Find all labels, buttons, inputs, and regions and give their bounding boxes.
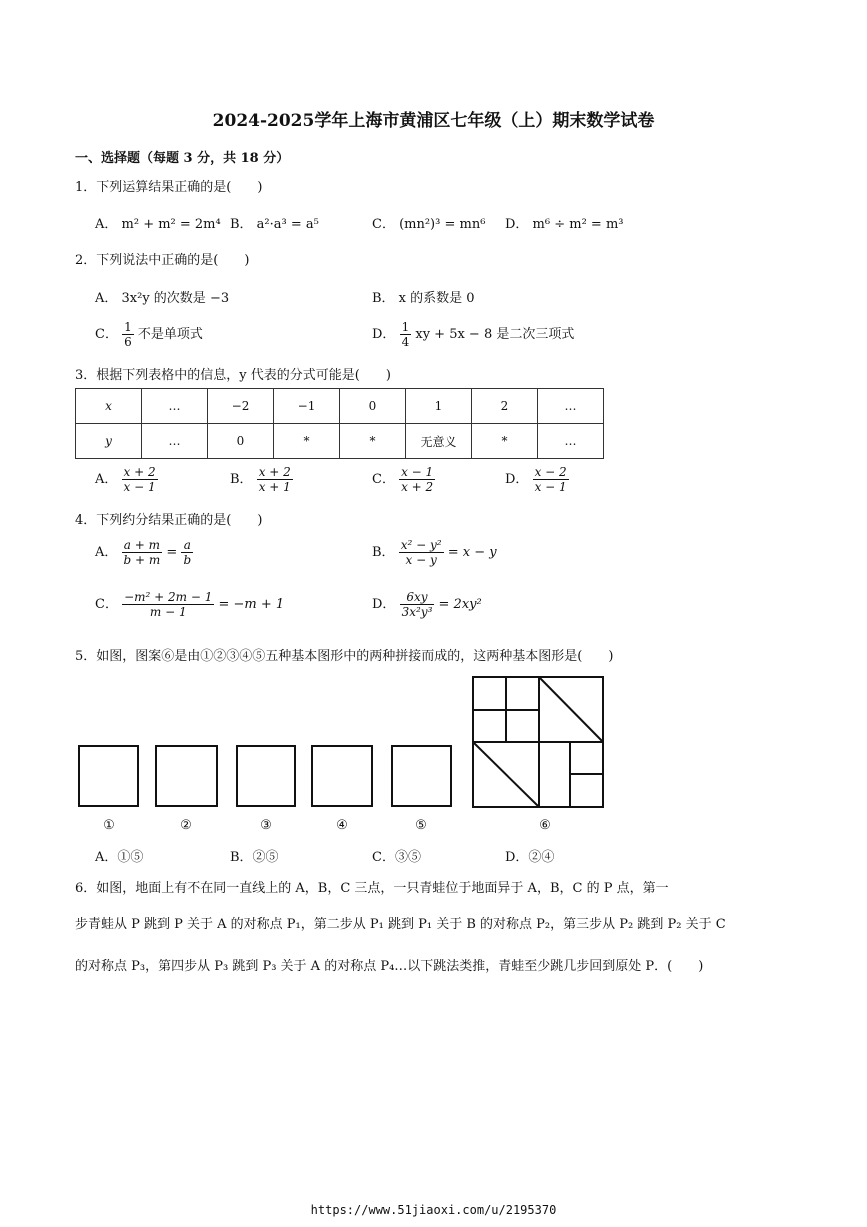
section-heading: 一、选择题（每题 3 分，共 18 分）: [75, 151, 290, 166]
option-label: A．: [95, 472, 118, 487]
q1-option-b[interactable]: B． a²·a³ = a⁵: [230, 217, 319, 232]
rhs: = 2xy²: [438, 597, 482, 612]
table-cell: …: [142, 389, 208, 424]
question-1-stem: 1．下列运算结果正确的是( ): [75, 180, 263, 195]
denominator: x + 2: [401, 480, 434, 494]
option-label: A．: [95, 545, 118, 560]
denominator: x − 1: [123, 480, 156, 494]
option-label: B．: [230, 472, 253, 487]
denominator: b: [183, 553, 192, 567]
denominator: 4: [401, 335, 410, 349]
shape-label-1: ①: [103, 818, 115, 833]
shape-1: [79, 746, 138, 806]
shape-label-4: ④: [336, 818, 348, 833]
question-4-stem: 4．下列约分结果正确的是( ): [75, 513, 263, 528]
q1-option-c[interactable]: C． (mn²)³ = mn⁶: [372, 217, 486, 232]
table-cell: 0: [340, 389, 406, 424]
numerator: x + 2: [258, 465, 291, 479]
q5-option-a[interactable]: A．①⑤: [95, 850, 144, 865]
table-cell: *: [340, 424, 406, 459]
table-cell: 0: [208, 424, 274, 459]
option-label: C．: [372, 472, 395, 487]
table-cell: 2: [472, 389, 538, 424]
numerator: a: [181, 538, 193, 553]
q2-option-b[interactable]: B． x 的系数是 0: [372, 291, 475, 306]
numerator: 6xy: [400, 590, 435, 605]
table-cell: *: [274, 424, 340, 459]
option-label: C．: [95, 597, 118, 612]
option-label: B．: [372, 545, 395, 560]
shape-label-6: ⑥: [539, 818, 551, 833]
numerator: 1: [124, 320, 132, 334]
equals-sign: =: [166, 545, 178, 560]
table-cell: …: [142, 424, 208, 459]
denominator: 6: [124, 335, 132, 349]
denominator: 3x²y³: [401, 605, 433, 619]
table-cell: …: [538, 424, 604, 459]
numerator: x − 1: [401, 465, 434, 479]
numerator: −m² + 2m − 1: [124, 590, 213, 604]
q2-c-label: C．: [95, 327, 118, 342]
option-label: D．: [372, 597, 396, 612]
q2-d-text: xy + 5x − 8 是二次三项式: [415, 327, 575, 342]
table-cell: *: [472, 424, 538, 459]
numerator: x − 2: [534, 465, 567, 479]
shape-label-3: ③: [260, 818, 272, 833]
table-cell: …: [538, 389, 604, 424]
shape-4: [312, 746, 372, 806]
rhs: = x − y: [447, 545, 497, 560]
denominator: m − 1: [149, 605, 187, 619]
denominator: x − 1: [534, 480, 567, 494]
rhs: = −m + 1: [218, 597, 285, 612]
question-2-stem: 2．下列说法中正确的是( ): [75, 253, 250, 268]
table-cell: −1: [274, 389, 340, 424]
footer-url[interactable]: https://www.51jiaoxi.com/u/2195370: [310, 1203, 557, 1217]
q1-option-a[interactable]: A． m² + m² = 2m⁴: [95, 217, 221, 232]
table-cell: 无意义: [406, 424, 472, 459]
shape-2: [156, 746, 217, 806]
q5-option-d[interactable]: D．②④: [505, 850, 555, 865]
shape-6: [473, 677, 603, 807]
q5-option-c[interactable]: C．③⑤: [372, 850, 421, 865]
q2-c-text: 不是单项式: [137, 327, 203, 342]
q2-d-label: D．: [372, 327, 396, 342]
question-6-line-1: 6．如图，地面上有不在同一直线上的 A，B，C 三点，一只青蛙位于地面异于 A，B，C 的 P 点，第一: [75, 881, 669, 896]
question-5-stem: 5．如图，图案⑥是由①②③④⑤五种基本图形中的两种拼接而成的，这两种基本图形是( ): [75, 649, 614, 664]
table-cell: −2: [208, 389, 274, 424]
shape-5: [392, 746, 451, 806]
question-6-line-3: 的对称点 P₃，第四步从 P₃ 跳到 P₃ 关于 A 的对称点 P₄…以下跳法类推，青蛙至少跳几步回到原处 P．( ): [75, 959, 704, 974]
denominator: x + 1: [258, 480, 291, 494]
question-3-stem: 3．根据下列表格中的信息，y 代表的分式可能是( ): [75, 368, 391, 383]
numerator: x + 2: [123, 465, 156, 479]
q2-option-a[interactable]: A． 3x²y 的次数是 −3: [95, 291, 230, 306]
shape-label-5: ⑤: [415, 818, 427, 833]
option-label: D．: [505, 472, 529, 487]
numerator: x² − y²: [400, 538, 442, 552]
table-cell: y: [76, 424, 142, 459]
table-cell: x: [76, 389, 142, 424]
table-cell: 1: [406, 389, 472, 424]
denominator: b + m: [123, 553, 161, 567]
denominator: x − y: [405, 553, 437, 567]
shape-label-2: ②: [180, 818, 192, 833]
numerator: a + m: [122, 538, 163, 553]
shape-3: [237, 746, 295, 806]
q5-option-b[interactable]: B．②⑤: [230, 850, 279, 865]
numerator: 1: [401, 320, 410, 334]
question-6-line-2: 步青蛙从 P 跳到 P 关于 A 的对称点 P₁，第二步从 P₁ 跳到 P₁ 关于 B 的对称点 P₂，第三步从 P₂ 跳到 P₂ 关于 C: [75, 917, 726, 932]
page-title: 2024-2025学年上海市黄浦区七年级（上）期末数学试卷: [212, 111, 655, 131]
q1-option-d[interactable]: D． m⁶ ÷ m² = m³: [505, 217, 624, 232]
